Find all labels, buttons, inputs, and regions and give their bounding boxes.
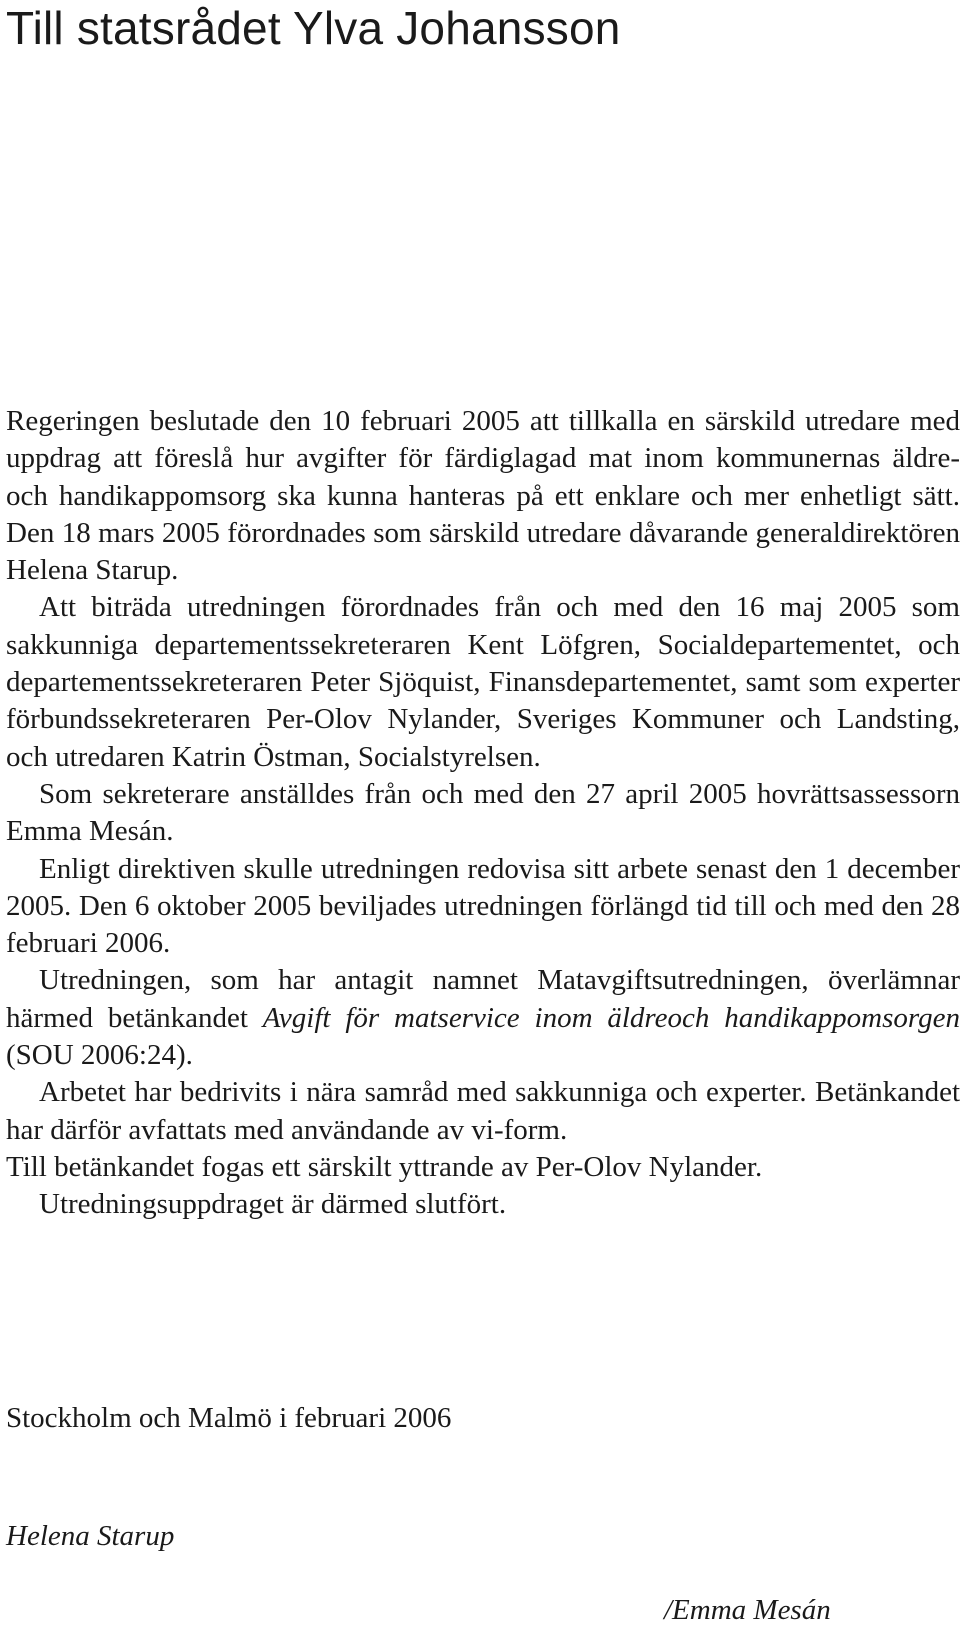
signature-helena-starup: Helena Starup	[6, 1520, 175, 1552]
paragraph-cooperation: Arbetet har bedrivits i nära samråd med sakkunniga och experter. Betänkandet har därför avfattats med användande av vi-form.	[6, 1076, 960, 1146]
paragraph-secretary: Som sekreterare anställdes från och med den 27 april 2005 hovrättsassessorn Emma Mesán.	[6, 777, 960, 848]
report-text-after: (SOU 2006:24).	[6, 1039, 193, 1072]
place-date: Stockholm och Malmö i februari 2006	[6, 1402, 452, 1434]
report-title: Avgift för matservice inom äldreoch handikappomsorgen	[262, 1001, 960, 1034]
page-title: Till statsrådet Ylva Johansson	[6, 2, 621, 54]
letter-body	[6, 403, 960, 1224]
report-text-before: Utredningen, som har antagit namnet Matavgiftsutredningen, överlämnar härmed betänkandet	[6, 964, 960, 1034]
paragraph-experts: Att biträda utredningen förordnades från och med den 16 maj 2005 som sakkunniga departementssekreteraren Kent Löfgren, Socialdepartementet, och departementssekreteraren Peter Sjöquist, Finansdepartementet, samt som experter förbundssekreteraren Per-Olov Nylander, Sveriges Kommuner och Landsting, och utredaren Katrin Östman, Socialstyrelsen.	[6, 591, 960, 773]
paragraph-deadline: Enligt direktiven skulle utredningen redovisa sitt arbete senast den 1 december 2005. Den 6 oktober 2005 beviljades utredningen förlängd tid till och med den 28 februari 2006.	[6, 852, 960, 960]
paragraph-dissent: Till betänkandet fogas ett särskilt yttrande av Per-Olov Nylander.	[6, 1150, 763, 1183]
paragraph-report	[6, 962, 960, 1074]
signature-emma-mesan: /Emma Mesán	[664, 1594, 831, 1626]
paragraph-conclusion: Utredningsuppdraget är därmed slutfört.	[39, 1188, 507, 1221]
paragraph-appointment: Regeringen beslutade den 10 februari 2005 att tillkalla en särskild utredare med uppdrag att föreslå hur avgifter för färdiglagad mat inom kommunernas äldre- och handikappomsorg ska kunna hanteras på ett enklare och mer enhetligt sätt. Den 18 mars 2005 förordnades som särskild utredare dåvarande generaldirektören Helena Starup.	[6, 405, 960, 587]
